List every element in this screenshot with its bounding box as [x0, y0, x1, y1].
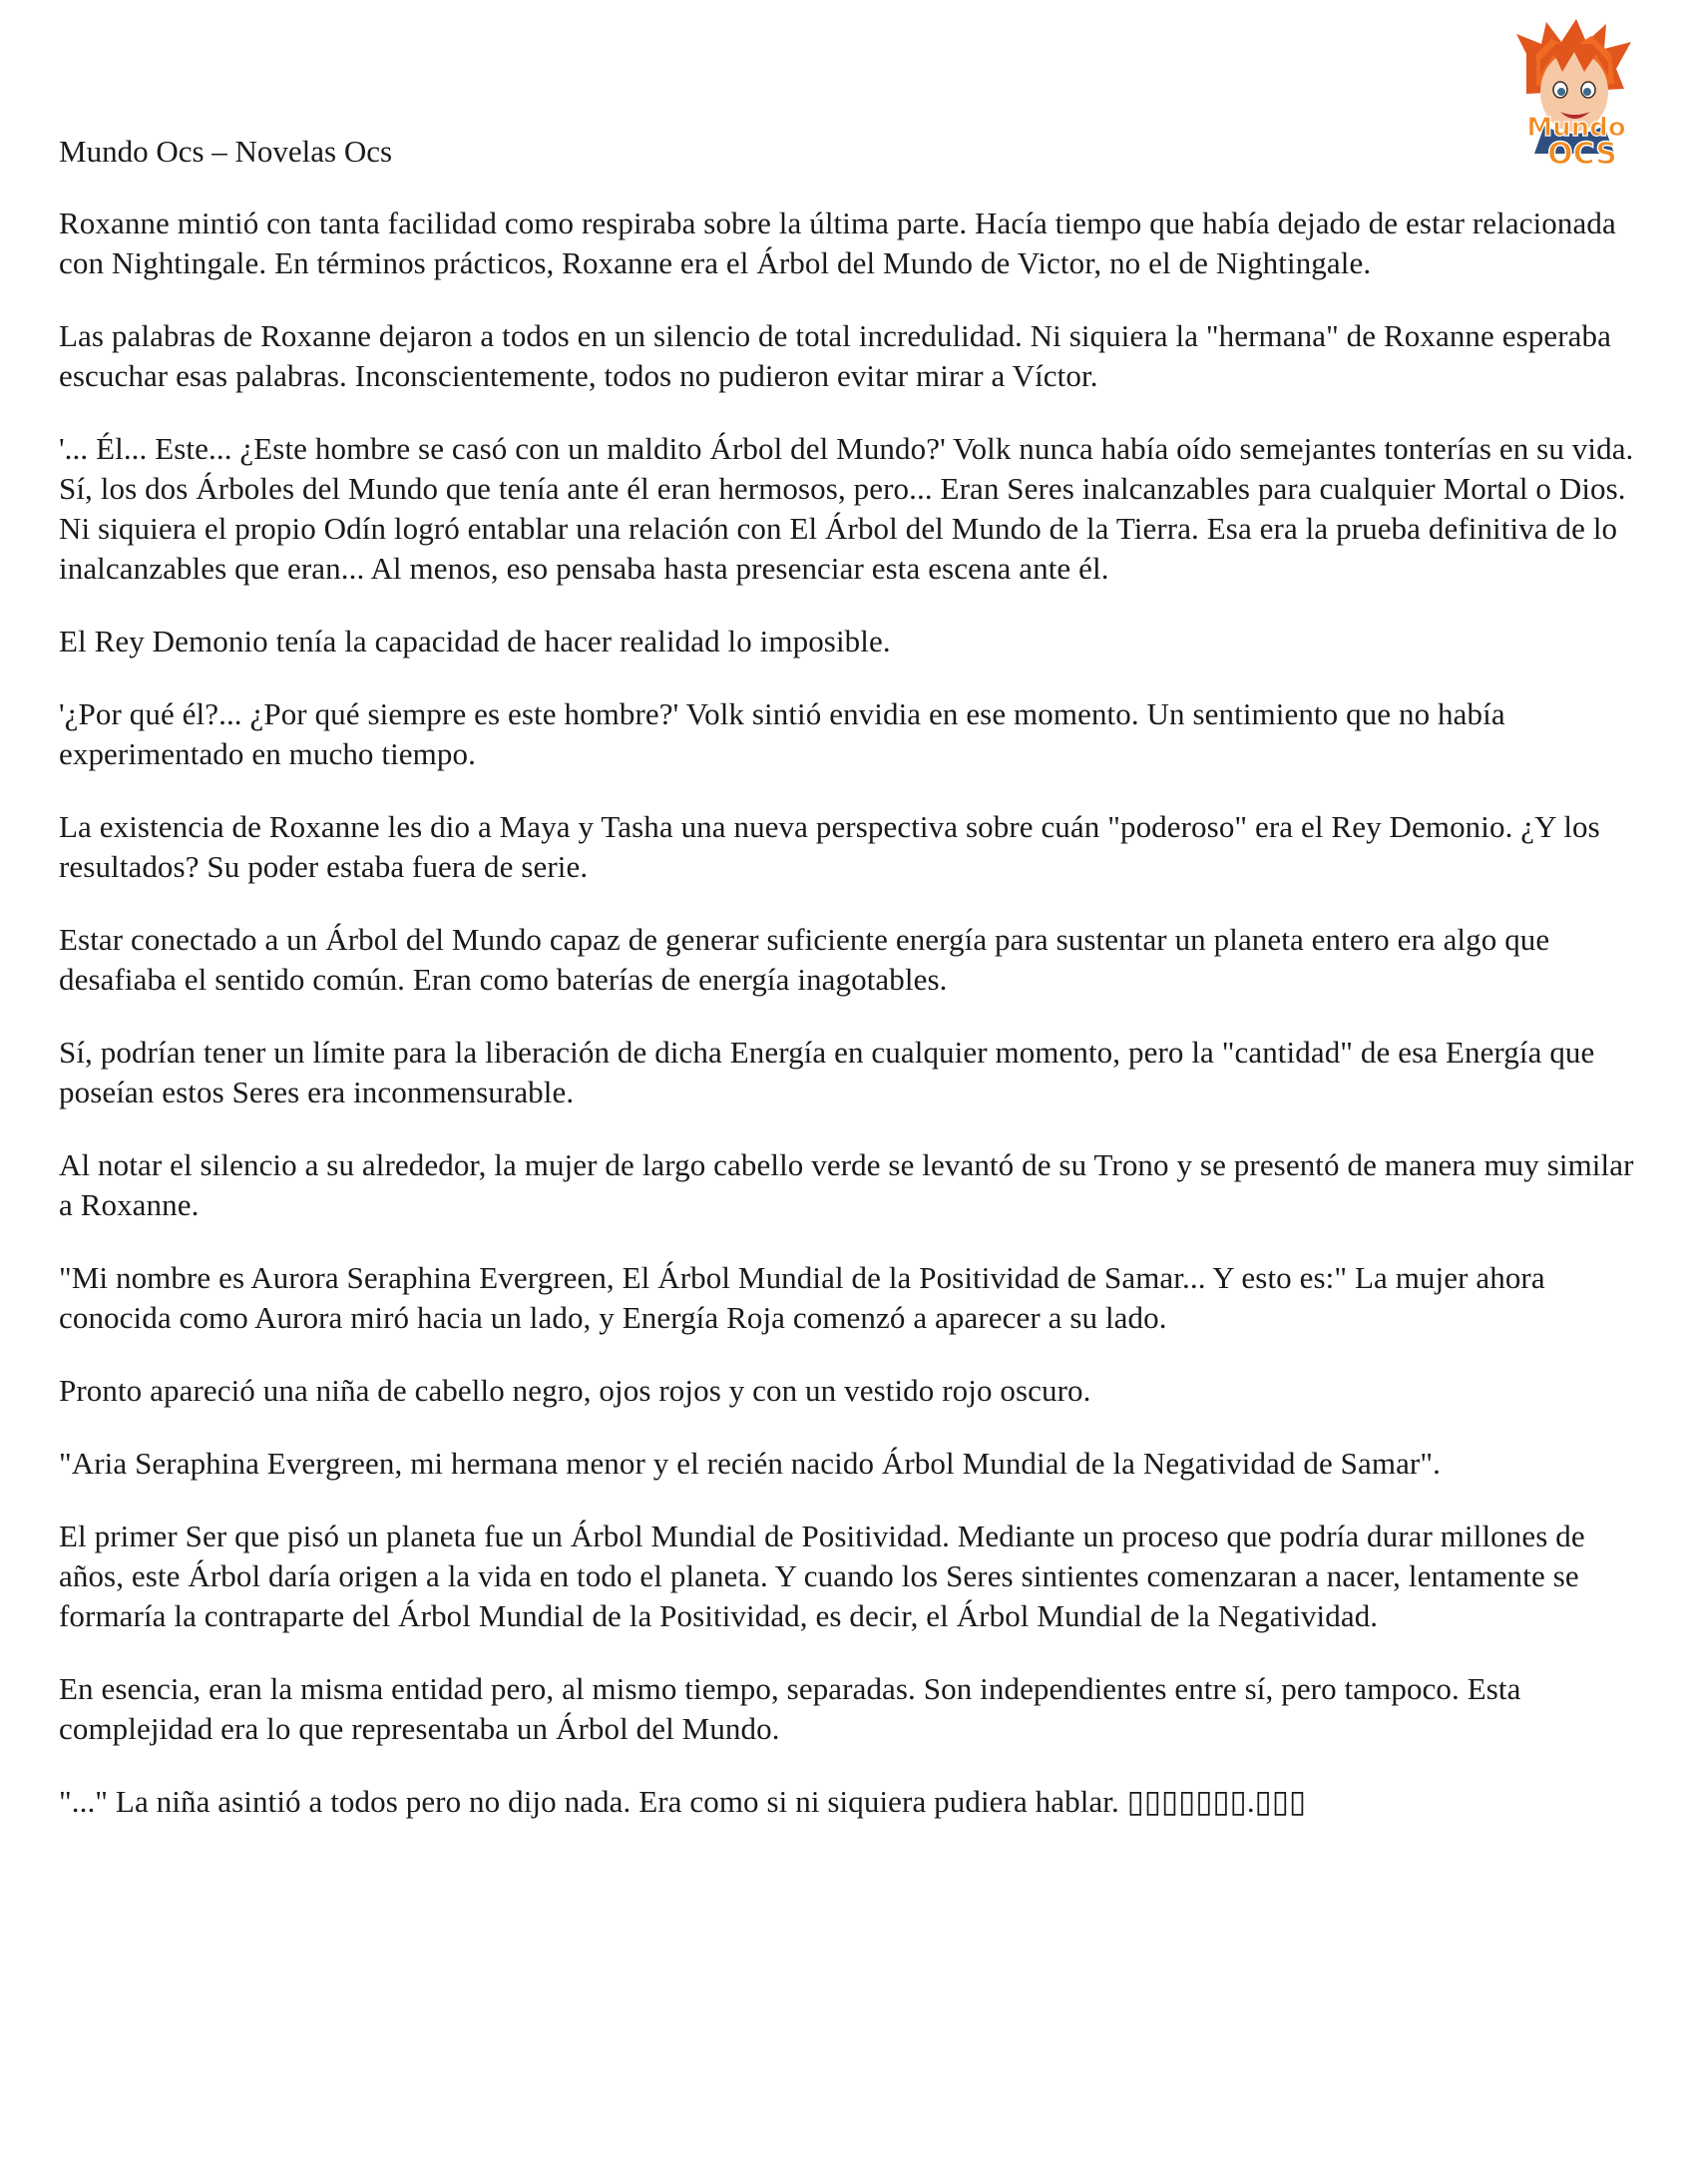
paragraph: "Aria Seraphina Evergreen, mi hermana menor y el recién nacido Árbol Mundial de la Negatividad de Samar". [59, 1446, 1441, 1481]
paragraph: El Rey Demonio tenía la capacidad de hacer realidad lo imposible. [59, 624, 891, 658]
paragraph: El primer Ser que pisó un planeta fue un Árbol Mundial de Positividad. Mediante un proceso que podría durar millones de años, este Árbol daría origen a la vida en todo el planeta. Y cuando los Seres sintientes comenzaran a nacer, lentamente se formaría la contraparte del Árbol Mundial de la Positividad, es decir, el Árbol Mundial de la Negatividad. [59, 1519, 1585, 1633]
mundo-ocs-logo [1496, 14, 1656, 174]
paragraph: Las palabras de Roxanne dejaron a todos en un silencio de total incredulidad. Ni siquiera la "hermana" de Roxanne esperaba escuchar esas palabras. Inconscientemente, todos no pudieron evitar mirar a Víctor. [59, 318, 1611, 393]
paragraph: En esencia, eran la misma entidad pero, al mismo tiempo, separadas. Son independientes entre sí, pero tampoco. Esta complejidad era lo que representaba un Árbol del Mundo. [59, 1671, 1521, 1746]
mundo-ocs-logo-graphic [1496, 14, 1656, 174]
paragraph: '... Él... Este... ¿Este hombre se casó con un maldito Árbol del Mundo?' Volk nunca había oído semejantes tonterías en su vida. Sí, los dos Árboles del Mundo que tenía ante él eran hermosos, pero... Eran Seres inalcanzables para cualquier Mortal o Dios. Ni siquiera el propio Odín logró entablar una relación con El Árbol del Mundo de la Tierra. Esa era la prueba definitiva de lo inalcanzables que eran... Al menos, eso pensaba hasta presenciar esta escena ante él. [59, 431, 1634, 586]
logo-bottom-text: OCS [1547, 137, 1617, 172]
document-body [59, 204, 1655, 1855]
paragraph: Estar conectado a un Árbol del Mundo capaz de generar suficiente energía para sustentar un planeta entero era algo que desafiaba el sentido común. Eran como baterías de energía inagotables. [59, 922, 1550, 997]
paragraph: Sí, podrían tener un límite para la liberación de dicha Energía en cualquier momento, pero la "cantidad" de esa Energía que poseían estos Seres era inconmensurable. [59, 1035, 1595, 1109]
paragraph: Roxanne mintió con tanta facilidad como respiraba sobre la última parte. Hacía tiempo que había dejado de estar relacionada con Nightingale. En términos prácticos, Roxanne era el Árbol del Mundo de Victor, no el de Nightingale. [59, 206, 1616, 280]
paragraph: "Mi nombre es Aurora Seraphina Evergreen, El Árbol Mundial de la Positividad de Samar... Y esto es:" La mujer ahora conocida como Aurora miró hacia un lado, y Energía Roja comenzó a aparecer a su lado. [59, 1260, 1545, 1335]
paragraph: '¿Por qué él?... ¿Por qué siempre es este hombre?' Volk sintió envidia en ese momento. Un sentimiento que no había experimentado en mucho tiempo. [59, 696, 1505, 771]
paragraph: "..." La niña asintió a todos pero no dijo nada. Era como si ni siquiera pudiera hablar. ▯▯▯▯▯▯▯.▯▯▯ [59, 1784, 1307, 1819]
page-header: Mundo Ocs – Novelas Ocs [59, 134, 393, 169]
logo-top-text: Mundo [1526, 113, 1626, 143]
paragraph: La existencia de Roxanne les dio a Maya y Tasha una nueva perspectiva sobre cuán "poderoso" era el Rey Demonio. ¿Y los resultados? Su poder estaba fuera de serie. [59, 809, 1600, 884]
paragraph: Pronto apareció una niña de cabello negro, ojos rojos y con un vestido rojo oscuro. [59, 1373, 1091, 1408]
paragraph: Al notar el silencio a su alrededor, la mujer de largo cabello verde se levantó de su Trono y se presentó de manera muy similar a Roxanne. [59, 1147, 1634, 1222]
